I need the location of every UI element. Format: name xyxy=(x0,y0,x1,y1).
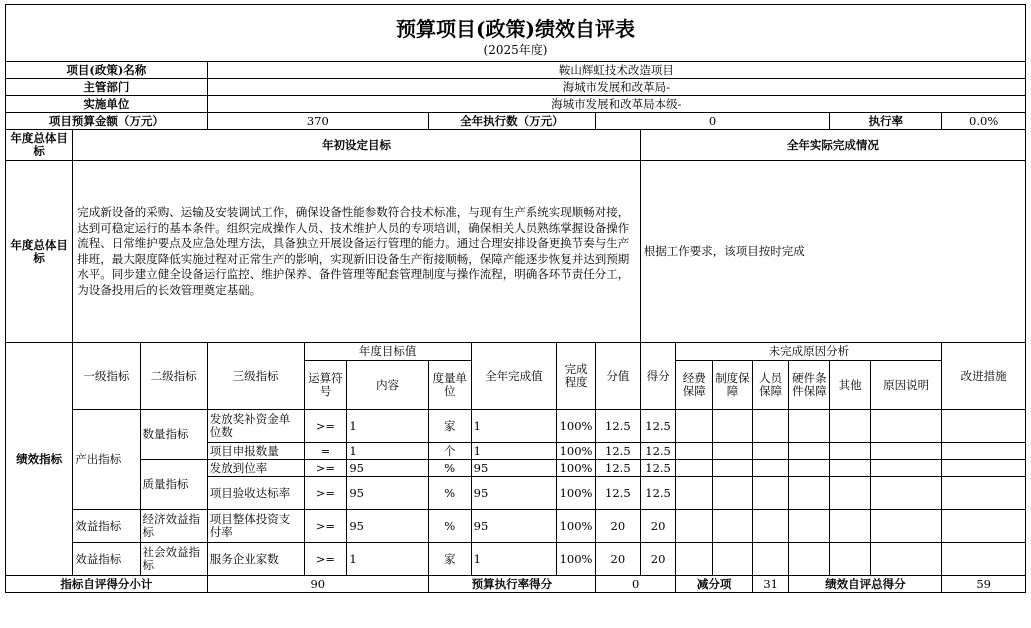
deduct-value: 31 xyxy=(752,576,789,593)
unit-cell: 家 xyxy=(428,410,471,443)
level2-cell: 数量指标 xyxy=(140,410,207,460)
initial-goal-text: 完成新设备的采购、运输及安装调试工作，确保设备性能参数符合技术标准，与现有生产系统实现顺畅对接，达到可稳定运行的基本条件。组织完成操作人员、技术维护人员的专项培训，确保相关人员熟练掌握设备操作流程、日常维护要点及应急处理方法，具备独立开展设备运行管理的能力。通过合理安排设备更换节奏与生产排班，最大限度降低实施过程对正常生产的影响，实现新旧设备生产衔接顺畅，保障产能逐步恢复并达到预期水平。同步建立健全设备运行监控、维护保养、备件管理等配套管理制度与操作流程，明确各环节责任分工，为设备投用后的长效管理奠定基础。 xyxy=(73,161,641,343)
completion-degree-header: 完成程度 xyxy=(557,343,596,410)
reason-desc-header: 原因说明 xyxy=(870,361,941,410)
table-row xyxy=(6,510,1026,543)
budget-score-label: 预算执行率得分 xyxy=(428,576,595,593)
content-cell: 1 xyxy=(347,543,429,576)
value-cell: 12.5 xyxy=(595,443,640,460)
done-cell: 1 xyxy=(471,410,557,443)
level3-cell: 项目申报数量 xyxy=(207,443,304,460)
operator-cell: = xyxy=(304,443,347,460)
degree-cell: 100% xyxy=(557,460,596,477)
level3-cell: 服务企业家数 xyxy=(207,543,304,576)
deduct-label: 减分项 xyxy=(676,576,752,593)
evaluation-table xyxy=(5,4,1026,593)
level2-cell: 社会效益指标 xyxy=(140,543,207,576)
content-cell: 95 xyxy=(347,460,429,477)
unit-cell: % xyxy=(428,510,471,543)
initial-goal-header: 年初设定目标 xyxy=(73,130,641,161)
level1-cell: 产出指标 xyxy=(73,410,140,510)
score-value-header: 分值 xyxy=(595,343,640,410)
value-cell: 20 xyxy=(595,510,640,543)
other-header: 其他 xyxy=(830,361,871,410)
budget-label: 项目预算金额（万元） xyxy=(6,113,208,130)
unit-cell: % xyxy=(428,477,471,510)
value-cell: 12.5 xyxy=(595,460,640,477)
score-cell: 12.5 xyxy=(640,443,676,460)
rate-value: 0.0% xyxy=(942,113,1026,130)
score-cell: 12.5 xyxy=(640,477,676,510)
reason-analysis-header: 未完成原因分析 xyxy=(676,343,942,361)
executed-value: 0 xyxy=(595,113,829,130)
done-cell: 95 xyxy=(471,460,557,477)
actual-goal-text: 根据工作要求，该项目按时完成 xyxy=(640,161,1025,343)
goal-row-label-top: 年度总体目标 xyxy=(6,130,73,161)
personnel-header: 人员保障 xyxy=(752,361,789,410)
content-header: 内容 xyxy=(347,361,429,410)
rate-label: 执行率 xyxy=(830,113,942,130)
funding-header: 经费保障 xyxy=(676,361,713,410)
unit-value: 海城市发展和改革局本级- xyxy=(207,96,1025,113)
level3-cell: 项目验收达标率 xyxy=(207,477,304,510)
level3-cell: 发放到位率 xyxy=(207,460,304,477)
executed-label: 全年执行数（万元） xyxy=(428,113,595,130)
level3-header: 三级指标 xyxy=(207,343,304,410)
score-cell: 20 xyxy=(640,510,676,543)
level1-cell: 效益指标 xyxy=(73,510,140,543)
degree-cell: 100% xyxy=(557,443,596,460)
goal-row-label: 年度总体目标 xyxy=(6,161,73,343)
operator-cell: >= xyxy=(304,510,347,543)
completion-value-header: 全年完成值 xyxy=(471,343,557,410)
report-year: (2025年度) xyxy=(483,43,548,57)
score-header: 得分 xyxy=(640,343,676,410)
level2-cell: 经济效益指标 xyxy=(140,510,207,543)
title-block xyxy=(6,5,1026,62)
table-row xyxy=(6,410,1026,443)
value-cell: 12.5 xyxy=(595,477,640,510)
degree-cell: 100% xyxy=(557,477,596,510)
actual-goal-header: 全年实际完成情况 xyxy=(640,130,1025,161)
budget-score-value: 0 xyxy=(595,576,675,593)
hardware-header: 硬件条件保障 xyxy=(789,361,830,410)
budget-value: 370 xyxy=(207,113,428,130)
unit-cell: 家 xyxy=(428,543,471,576)
content-cell: 95 xyxy=(347,477,429,510)
table-row xyxy=(6,460,1026,477)
done-cell: 95 xyxy=(471,510,557,543)
level1-header: 一级指标 xyxy=(73,343,140,410)
done-cell: 1 xyxy=(471,443,557,460)
annual-target-header: 年度目标值 xyxy=(304,343,471,361)
system-header: 制度保障 xyxy=(713,361,753,410)
indicators-section-label: 绩效指标 xyxy=(6,343,73,576)
score-cell: 12.5 xyxy=(640,410,676,443)
content-cell: 1 xyxy=(347,410,429,443)
unit-label: 实施单位 xyxy=(6,96,208,113)
page-title: 预算项目(政策)绩效自评表 xyxy=(396,17,635,41)
dept-value: 海城市发展和改革局- xyxy=(207,79,1025,96)
table-row xyxy=(6,543,1026,576)
done-cell: 95 xyxy=(471,477,557,510)
operator-cell: >= xyxy=(304,477,347,510)
content-cell: 95 xyxy=(347,510,429,543)
done-cell: 1 xyxy=(471,543,557,576)
operator-cell: >= xyxy=(304,460,347,477)
unit-cell: % xyxy=(428,460,471,477)
level3-cell: 项目整体投资支付率 xyxy=(207,510,304,543)
value-cell: 12.5 xyxy=(595,410,640,443)
operator-header: 运算符号 xyxy=(304,361,347,410)
operator-cell: >= xyxy=(304,543,347,576)
level2-cell: 质量指标 xyxy=(140,460,207,510)
operator-cell: >= xyxy=(304,410,347,443)
improvement-header: 改进措施 xyxy=(942,343,1026,410)
level2-header: 二级指标 xyxy=(140,343,207,410)
degree-cell: 100% xyxy=(557,543,596,576)
level3-cell: 发放奖补资金单位数 xyxy=(207,410,304,443)
total-value: 59 xyxy=(942,576,1026,593)
unit-cell: 个 xyxy=(428,443,471,460)
dept-label: 主管部门 xyxy=(6,79,208,96)
content-cell: 1 xyxy=(347,443,429,460)
subtotal-value: 90 xyxy=(207,576,428,593)
score-cell: 12.5 xyxy=(640,460,676,477)
subtotal-label: 指标自评得分小计 xyxy=(6,576,208,593)
unit-header: 度量单位 xyxy=(428,361,471,410)
degree-cell: 100% xyxy=(557,510,596,543)
total-label: 绩效自评总得分 xyxy=(789,576,942,593)
project-name-value: 鞍山辉虹技术改造项目 xyxy=(207,62,1025,79)
self-evaluation-sheet xyxy=(5,4,1026,593)
level1-cell: 效益指标 xyxy=(73,543,140,576)
project-name-label: 项目(政策)名称 xyxy=(6,62,208,79)
value-cell: 20 xyxy=(595,543,640,576)
score-cell: 20 xyxy=(640,543,676,576)
degree-cell: 100% xyxy=(557,410,596,443)
